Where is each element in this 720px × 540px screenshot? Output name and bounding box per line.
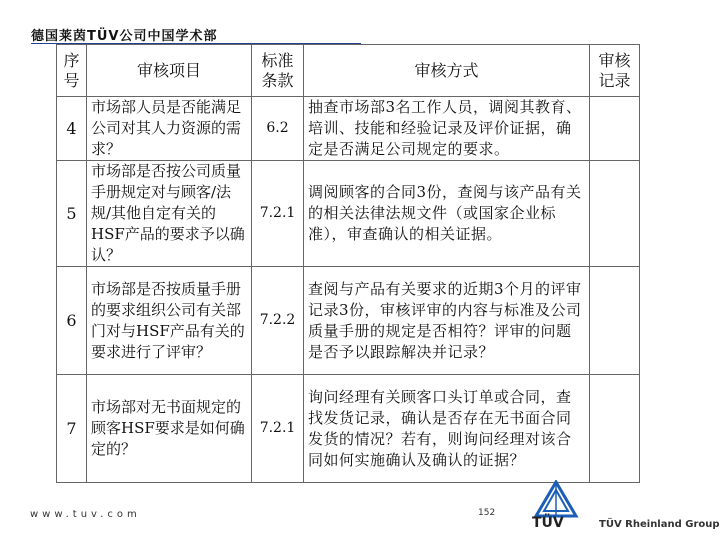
header-item: 审核项目 (87, 45, 252, 97)
row-record (590, 375, 640, 483)
row-record (590, 161, 640, 267)
row-method: 抽查市场部3名工作人员，调阅其教育、培训、技能和经验记录及评价证据，确定是否满足公司规定的要求。 (304, 97, 590, 161)
row-clause: 6.2 (252, 97, 304, 161)
row-number: 7 (57, 375, 87, 483)
row-method: 查阅与产品有关要求的近期3个月的评审记录3份，审核评审的内容与标准及公司质量手册的规定是否相符？评审的问题是否予以跟踪解决并记录？ (304, 267, 590, 375)
audit-table (56, 44, 640, 483)
table-row (57, 267, 640, 375)
table-header-row (57, 45, 640, 97)
row-clause: 7.2.1 (252, 161, 304, 267)
row-clause: 7.2.1 (252, 375, 304, 483)
row-method: 询问经理有关顾客口头订单或合同，查找发货记录，确认是否存在无书面合同发货的情况？若有，则询问经理对该合同如何实施确认及确认的证据？ (304, 375, 590, 483)
group-name: TÜV Rheinland Group (599, 519, 720, 530)
table-row (57, 161, 640, 267)
table-row (57, 375, 640, 483)
row-item: 市场部是否按公司质量手册规定对与顾客/法规/其他自定有关的HSF产品的要求予以确认？ (87, 161, 252, 267)
header-record: 审核 记录 (590, 45, 640, 97)
row-number: 4 (57, 97, 87, 161)
row-item: 市场部对无书面规定的顾客HSF要求是如何确定的？ (87, 375, 252, 483)
row-record (590, 267, 640, 375)
row-number: 5 (57, 161, 87, 267)
page-header-title: 德国莱茵TÜV公司中国学术部 (31, 29, 218, 44)
tuv-logo-text: TÜV (532, 515, 564, 531)
header-method: 审核方式 (304, 45, 590, 97)
page-number: 152 (478, 508, 496, 518)
header-clause: 标准 条款 (252, 45, 304, 97)
header-number: 序 号 (57, 45, 87, 97)
row-item: 市场部是否按质量手册的要求组织公司有关部门对与HSF产品有关的要求进行了评审？ (87, 267, 252, 375)
row-number: 6 (57, 267, 87, 375)
footer-url: www.tuv.com (30, 509, 141, 520)
row-record (590, 97, 640, 161)
row-item: 市场部人员是否能满足公司对其人力资源的需求？ (87, 97, 252, 161)
row-clause: 7.2.2 (252, 267, 304, 375)
row-method: 调阅顾客的合同3份，查阅与该产品有关的相关法律法规文件（或国家企业标准），审查确认的相关证据。 (304, 161, 590, 267)
table-row (57, 97, 640, 161)
